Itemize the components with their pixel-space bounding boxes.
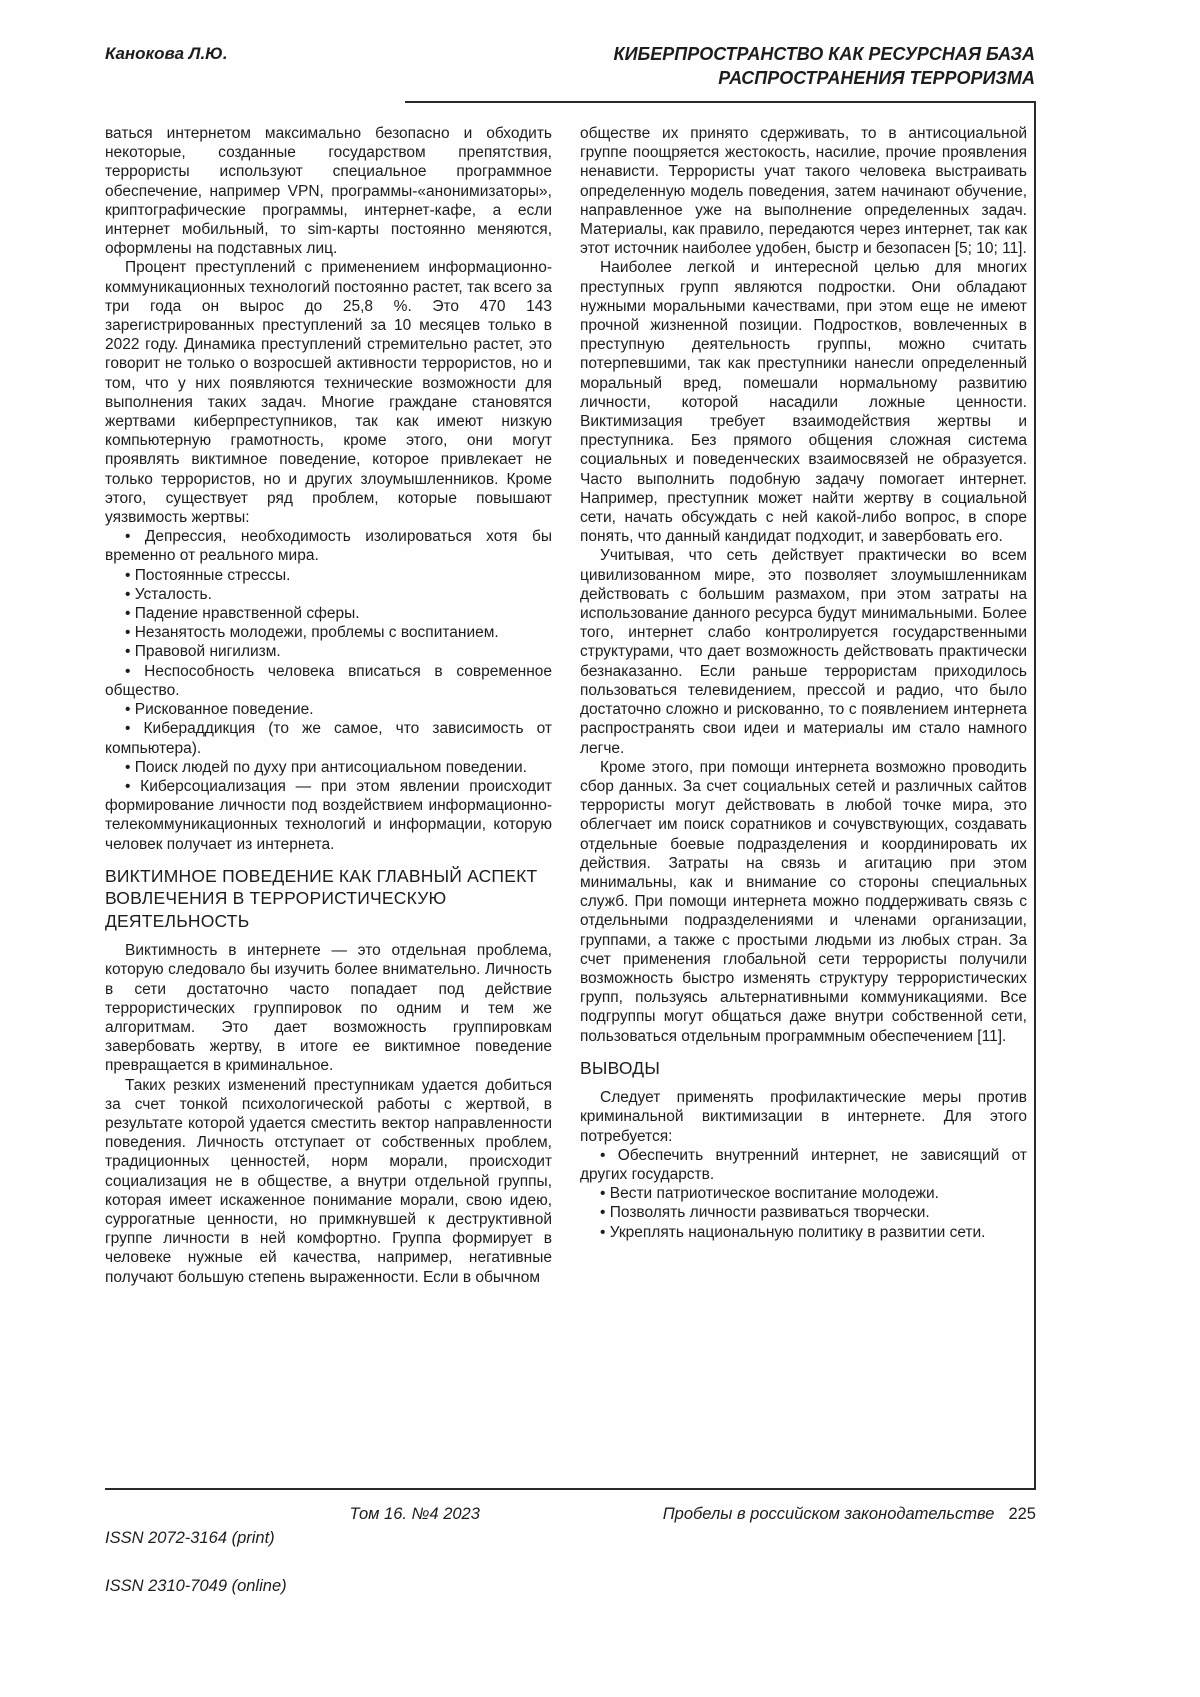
- page-header: [105, 42, 1035, 90]
- bullet-item: • Вести патриотическое воспитание молодежи.: [600, 1185, 939, 1203]
- paper-title-line2: РАСПРОСТРАНЕНИЯ ТЕРРОРИЗМА: [718, 68, 1035, 88]
- paragraph: Таких резких изменений преступникам удается добиться за счет тонкой психологической работы с жертвой, в результате которой удается сместить вектор направленности поведения. Личность отступает от собственных проблем, традиционных ценностей, норм морали, происходит социализация не в обществе, а внутри отдельной группы, которая имеет искаженное понимание морали, свою идею, суррогатные ценности, но примкнувшей к деструктивной группе личности в ней комфортно. Группа формирует в человеке нужные ей качества, например, негативные получают большую степень выраженности. Если в обычном: [105, 1076, 552, 1286]
- bullet-item: • Кибераддикция (то же самое, что зависимость от компьютера).: [105, 720, 552, 757]
- article-body: [105, 124, 1027, 1287]
- bullet-item: • Незанятость молодежи, проблемы с воспитанием.: [125, 624, 499, 642]
- volume-issue: Том 16. №4 2023: [349, 1505, 480, 1523]
- paper-title: [614, 42, 1035, 90]
- page-number: 225: [1008, 1505, 1036, 1523]
- right-margin-rule: [1034, 101, 1036, 1490]
- paragraph: Наиболее легкой и интересной целью для многих преступных групп являются подростки. Они обладают нужными моральными качествами, при этом еще не имеют прочной жизненной позиции. Подростков, вовлеченных в преступную деятельность группы, можно считать потерпевшими, так как преступники нанесли определенный моральный вред, помешали нормальному развитию личности, которой насадили ложные ценности. Виктимизация требует взаимодействия жертвы и преступника. Без прямого общения сложная система социальных и поведенческих взаимосвязей не образуется. Часто выполнить подобную задачу помогает интернет. Например, преступник может найти жертву в социальной сети, начать обсуждать с ней какой-либо вопрос, в споре понять, что данный кандидат подходит, и завербовать его.: [580, 259, 1027, 546]
- bullet-item: • Падение нравственной сферы.: [125, 605, 360, 623]
- bullet-item: • Рискованное поведение.: [125, 701, 314, 719]
- bullet-item: • Позволять личности развиваться творчески.: [600, 1204, 930, 1222]
- bullet-item: • Постоянные стрессы.: [125, 566, 291, 584]
- bullet-item: • Поиск людей по духу при антисоциальном поведении.: [125, 758, 527, 776]
- author-name: Канокова Л.Ю.: [105, 44, 228, 63]
- issn-block: [105, 1502, 287, 1622]
- paragraph: Учитывая, что сеть действует практически во всем цивилизованном мире, это позволяет злоумышленникам действовать с большим размахом, при этом затраты на использование данного ресурса будут минимальными. Более того, интернет слабо контролируется государственными структурами, что дает возможность действовать практически безнаказанно. Если раньше террористам приходилось пользоваться телевидением, прессой и радио, что было достаточно сложно и рискованно, то с появлением интернета распространять свои идеи и материалы им стало намного легче.: [580, 547, 1027, 757]
- paragraph: Процент преступлений с применением информационно-коммуникационных технологий постоянно растет, так всего за три года он вырос до 25,8 %. Это 470 143 зарегистрированных преступлений за 10 месяцев только в 2022 году. Динамика преступлений стремительно растет, это говорит не только о возросшей активности террористов, но и том, что у них появляются технические возможности для выполнения таких задач. Многие граждане становятся жертвами киберпреступников, так как имеют низкую компьютерную грамотность, кроме этого, они могут проявлять виктимное поведение, которое привлекает не только террористов, но и других злоумышленников. Кроме этого, существует ряд проблем, которые повышают уязвимость жертвы:: [105, 259, 552, 527]
- right-column: [580, 124, 1027, 1287]
- paragraph: Виктимность в интернете — это отдельная проблема, которую следовало бы изучить более внимательно. Личность в сети достаточно часто попадает под действие террористических группировок по одним и тем же алгоритмам. Это дает возможность группировкам завербовать жертву, в итоге ее виктимное поведение превращается в криминальное.: [105, 942, 552, 1075]
- paragraph: Следует применять профилактические меры против криминальной виктимизации в интернете. Для этого потребуется:: [580, 1089, 1027, 1145]
- footer-divider: [105, 1488, 1036, 1490]
- journal-name: Пробелы в российском законодательстве: [662, 1505, 995, 1523]
- section-heading: ВЫВОДЫ: [580, 1057, 661, 1078]
- section-heading: ВИКТИМНОЕ ПОВЕДЕНИЕ КАК ГЛАВНЫЙ АСПЕКТ ВОВЛЕЧЕНИЯ В ТЕРРОРИСТИЧЕСКУЮ ДЕЯТЕЛЬНОСТЬ: [105, 865, 538, 931]
- paper-title-line1: КИБЕРПРОСТРАНСТВО КАК РЕСУРСНАЯ БАЗА: [613, 44, 1035, 64]
- paragraph: Кроме этого, при помощи интернета возможно проводить сбор данных. За счет социальных сетей и различных сайтов террористы могут действовать в любой точке мира, это облегчает им поиск соратников и сочувствующих, создавать отдельные боевые подразделения и координировать их действия. Затраты на связь и агитацию при этом минимальны, как и внимание со стороны специальных служб. При помощи интернета можно поддерживать связь с отдельными подразделениями и членами организации, группами, а также с простыми людьми из любых стран. За счет применения глобальной сети террористы получили возможность быстро изменять структуру террористических групп, пользуясь альтернативными коммуникациями. Все подгруппы могут общаться даже внутри собственной сети, пользоваться отдельным программным обеспечением [11].: [580, 758, 1027, 1045]
- issn-print: ISSN 2072-3164 (print): [105, 1529, 275, 1547]
- bullet-item: • Киберсоциализация — при этом явлении происходит формирование личности под воздействием информационно-телекоммуникационных технологий и информации, которую человек получает из интернета.: [105, 777, 552, 853]
- header-divider: [405, 101, 1036, 103]
- paragraph: обществе их принято сдерживать, то в антисоциальной группе поощряется жестокость, насилие, прочие проявления ненависти. Террористы учат такого человека выстраивать определенную модель поведения, затем начинают обучение, направленное уже на выполнение определенных задач. Материалы, как правило, передаются через интернет, так как этот источник наиболее удобен, быстр и безопасен [5; 10; 11].: [580, 125, 1027, 258]
- journal-name-block: [663, 1502, 1036, 1526]
- paragraph: ваться интернетом максимально безопасно и обходить некоторые, созданные государством препятствия, террористы используют специальное программное обеспечение, например VPN, программы-«анонимизаторы», криптографические программы, интернет-кафе, а если интернет мобильный, то sim-карты постоянно меняются, оформлены на подставных лиц.: [105, 125, 552, 258]
- bullet-item: • Обеспечить внутренний интернет, не зависящий от других государств.: [580, 1146, 1027, 1184]
- bullet-item: • Правовой нигилизм.: [125, 643, 281, 661]
- left-column: [105, 124, 552, 1287]
- issn-online: ISSN 2310-7049 (online): [105, 1577, 287, 1595]
- bullet-item: • Укреплять национальную политику в развитии сети.: [600, 1223, 986, 1241]
- bullet-item: • Усталость.: [125, 585, 212, 603]
- bullet-item: • Неспособность человека вписаться в современное общество.: [105, 662, 552, 699]
- page-footer: [105, 1502, 1036, 1622]
- bullet-item: • Депрессия, необходимость изолироваться хотя бы временно от реального мира.: [105, 528, 552, 565]
